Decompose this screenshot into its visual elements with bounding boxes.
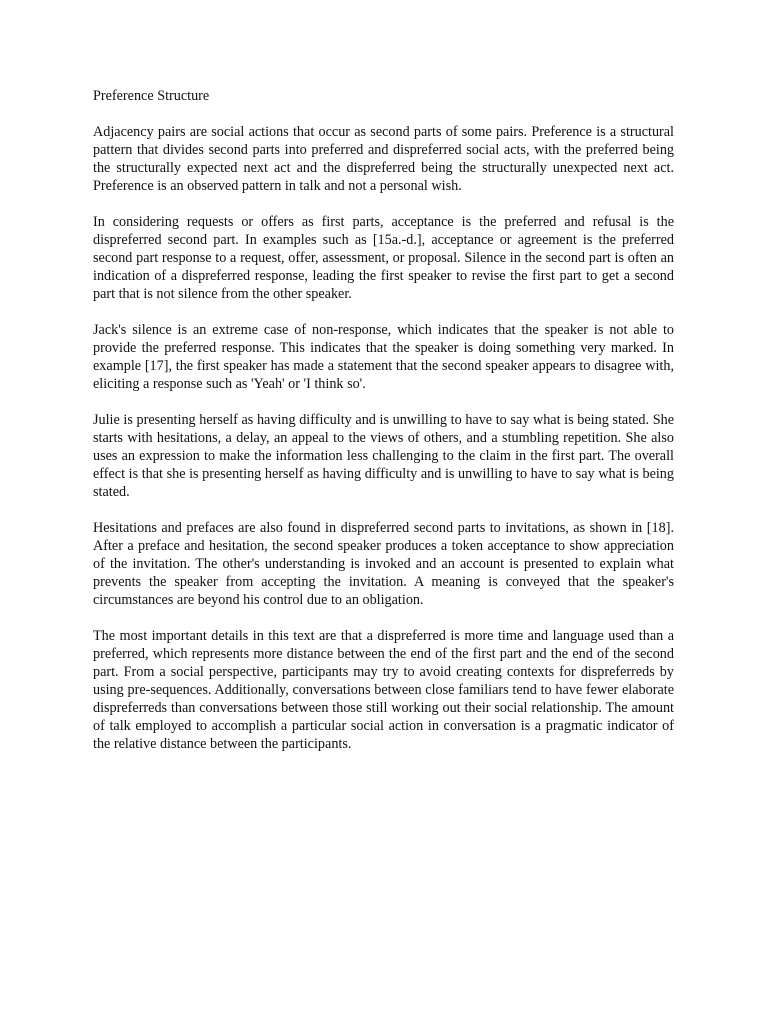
paragraph-1: Adjacency pairs are social actions that occur as second parts of some pairs. Preference is a structural pattern that divides second parts into preferred and dispreferred social acts, with the preferred being the structurally expected next act and the dispreferred being the structurally unexpected next act. Preference is an observed pattern in talk and not a personal wish. (93, 124, 674, 194)
paragraph-2: In considering requests or offers as first parts, acceptance is the preferred and refusal is the dispreferred second part. In examples such as [15a.-d.], acceptance or agreement is the preferred second part response to a request, offer, assessment, or proposal. Silence in the second part is often an indication of a dispreferred response, leading the first speaker to revise the first part to get a second part that is not silence from the other speaker. (93, 214, 674, 302)
paragraph-4: Julie is presenting herself as having difficulty and is unwilling to have to say what is being stated. She starts with hesitations, a delay, an appeal to the views of others, and a stumbling repetition. She also uses an expression to make the information less challenging to the claim in the first part. The overall effect is that she is presenting herself as having difficulty and is unwilling to have to say what is being stated. (93, 412, 674, 500)
document-title: Preference Structure (93, 88, 210, 104)
paragraph-3: Jack's silence is an extreme case of non-response, which indicates that the speaker is not able to provide the preferred response. This indicates that the speaker is doing something very marked. In example [17], the first speaker has made a statement that the second speaker appears to disagree with, eliciting a response such as 'Yeah' or 'I think so'. (93, 322, 674, 392)
paragraph-6: The most important details in this text are that a dispreferred is more time and language used than a preferred, which represents more distance between the end of the first part and the end of the second part. From a social perspective, participants may try to avoid creating contexts for dispreferreds by using pre-sequences. Additionally, conversations between close familiars tend to have fewer elaborate dispreferreds than conversations between those still working out their social relationship. The amount of talk employed to accomplish a particular social action in conversation is a pragmatic indicator of the relative distance between the participants. (93, 628, 674, 752)
document-page (93, 87, 674, 771)
paragraph-5: Hesitations and prefaces are also found in dispreferred second parts to invitations, as shown in [18]. After a preface and hesitation, the second speaker produces a token acceptance to show appreciation of the invitation. The other's understanding is invoked and an account is presented to explain what prevents the speaker from accepting the invitation. A meaning is conveyed that the speaker's circumstances are beyond his control due to an obligation. (93, 520, 674, 608)
